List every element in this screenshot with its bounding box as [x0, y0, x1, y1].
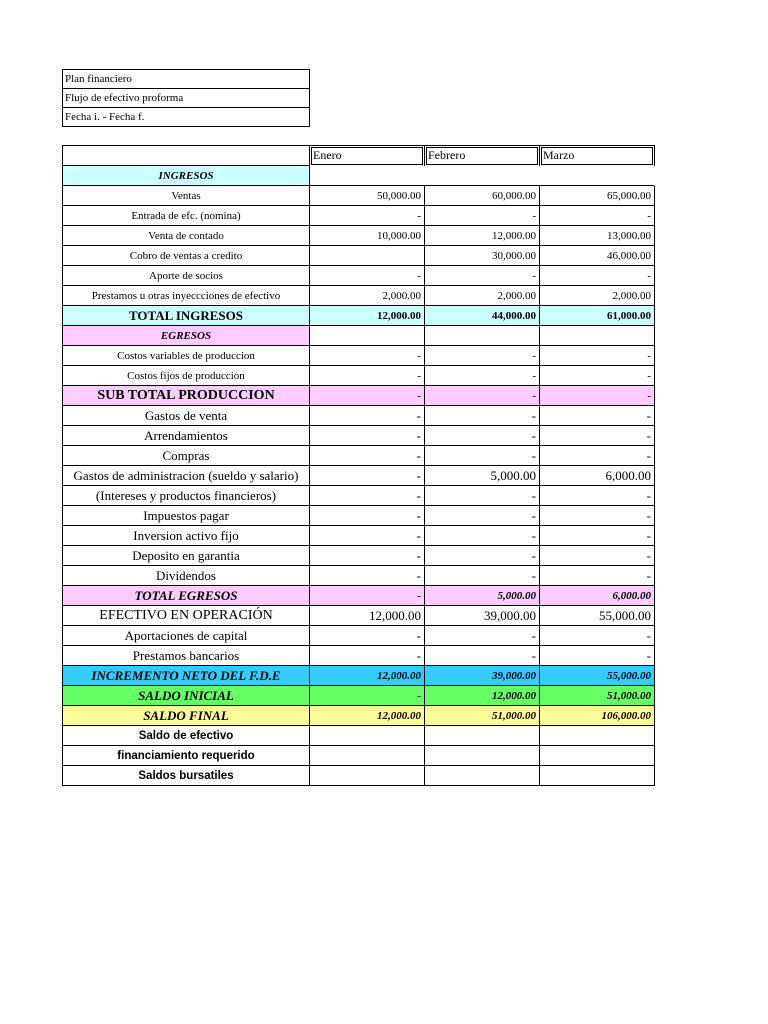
value-cell-enero[interactable]: - [310, 346, 425, 366]
row-label-aportaciones-de-capital[interactable]: Aportaciones de capital [63, 626, 310, 646]
table-row [63, 666, 655, 686]
plan-header-box [62, 69, 310, 127]
row-label-deposito-en-garantia[interactable]: Deposito en garantia [63, 546, 310, 566]
value-cell-febrero[interactable] [425, 726, 540, 746]
table-row [63, 206, 655, 226]
value-cell-enero[interactable]: - [310, 486, 425, 506]
header-line-row [63, 70, 310, 89]
value-cell-marzo[interactable]: - [540, 266, 655, 286]
value-cell-febrero[interactable]: - [425, 266, 540, 286]
row-label-intereses-y-productos-financieros[interactable]: (Intereses y productos financieros) [63, 486, 310, 506]
value-cell-febrero[interactable]: 51,000.00 [425, 706, 540, 726]
column-header-enero[interactable]: Enero [310, 146, 425, 166]
empty-cell[interactable] [425, 326, 540, 346]
table-row [63, 646, 655, 666]
column-header-row [63, 146, 655, 166]
value-cell-marzo[interactable] [540, 746, 655, 766]
row-label-financiamiento-requerido[interactable]: financiamiento requerido [63, 746, 310, 766]
value-cell-marzo[interactable]: - [540, 646, 655, 666]
table-row [63, 526, 655, 546]
value-cell-marzo[interactable]: - [540, 386, 655, 406]
value-cell-enero[interactable]: - [310, 586, 425, 606]
value-cell-marzo[interactable]: - [540, 426, 655, 446]
value-cell-marzo[interactable] [540, 766, 655, 786]
value-cell-marzo[interactable]: - [540, 346, 655, 366]
table-row [63, 326, 655, 346]
table-row [63, 546, 655, 566]
row-label-venta-de-contado[interactable]: Venta de contado [63, 226, 310, 246]
value-cell-enero[interactable]: - [310, 526, 425, 546]
table-row [63, 726, 655, 746]
table-row [63, 166, 655, 186]
table-row [63, 586, 655, 606]
value-cell-febrero[interactable]: 2,000.00 [425, 286, 540, 306]
row-label-saldo-final[interactable]: SALDO FINAL [63, 706, 310, 726]
value-cell-febrero[interactable]: - [425, 446, 540, 466]
value-cell-enero[interactable] [310, 746, 425, 766]
value-cell-marzo[interactable]: - [540, 206, 655, 226]
table-row [63, 486, 655, 506]
row-label-costos-fijos-de-produccion[interactable]: Costos fijos de produccion [63, 366, 310, 386]
value-cell-marzo[interactable]: 6,000.00 [540, 586, 655, 606]
value-cell-febrero[interactable]: - [425, 526, 540, 546]
value-cell-marzo[interactable]: 6,000.00 [540, 466, 655, 486]
value-cell-febrero[interactable]: - [425, 406, 540, 426]
value-cell-febrero[interactable]: 30,000.00 [425, 246, 540, 266]
table-row [63, 346, 655, 366]
value-cell-enero[interactable]: 12,000.00 [310, 706, 425, 726]
table-row [63, 226, 655, 246]
value-cell-febrero[interactable]: - [425, 486, 540, 506]
value-cell-enero[interactable] [310, 726, 425, 746]
value-cell-febrero[interactable]: 44,000.00 [425, 306, 540, 326]
value-cell-enero[interactable]: 12,000.00 [310, 306, 425, 326]
value-cell-marzo[interactable] [540, 726, 655, 746]
value-cell-enero[interactable]: 10,000.00 [310, 226, 425, 246]
value-cell-enero[interactable]: - [310, 446, 425, 466]
value-cell-febrero[interactable]: 12,000.00 [425, 686, 540, 706]
value-cell-marzo[interactable]: 46,000.00 [540, 246, 655, 266]
value-cell-enero[interactable]: - [310, 646, 425, 666]
value-cell-enero[interactable]: - [310, 546, 425, 566]
row-label-efectivo-en-operacion[interactable]: EFECTIVO EN OPERACIÓN [63, 606, 310, 626]
row-label-saldo-inicial[interactable]: SALDO INICIAL [63, 686, 310, 706]
value-cell-febrero[interactable]: - [425, 626, 540, 646]
value-cell-febrero[interactable]: - [425, 386, 540, 406]
value-cell-enero[interactable]: - [310, 366, 425, 386]
row-label-cobro-de-ventas-a-credito[interactable]: Cobro de ventas a credito [63, 246, 310, 266]
value-cell-marzo[interactable]: 55,000.00 [540, 666, 655, 686]
column-header-febrero[interactable]: Febrero [425, 146, 540, 166]
value-cell-marzo[interactable]: - [540, 406, 655, 426]
row-label-total-ingresos[interactable]: TOTAL INGRESOS [63, 306, 310, 326]
value-cell-febrero[interactable]: 5,000.00 [425, 586, 540, 606]
value-cell-febrero[interactable] [425, 746, 540, 766]
value-cell-febrero[interactable]: - [425, 346, 540, 366]
header-line-row [63, 89, 310, 108]
row-label-egresos[interactable]: EGRESOS [63, 326, 310, 346]
row-label-inversion-activo-fijo[interactable]: Inversion activo fijo [63, 526, 310, 546]
value-cell-enero[interactable]: - [310, 506, 425, 526]
table-row [63, 306, 655, 326]
value-cell-febrero[interactable]: 39,000.00 [425, 666, 540, 686]
value-cell-febrero[interactable]: - [425, 366, 540, 386]
value-cell-marzo[interactable]: 51,000.00 [540, 686, 655, 706]
value-cell-enero[interactable]: 12,000.00 [310, 666, 425, 686]
value-cell-febrero[interactable]: - [425, 426, 540, 446]
row-label-arrendamientos[interactable]: Arrendamientos [63, 426, 310, 446]
value-cell-marzo[interactable]: - [540, 626, 655, 646]
value-cell-enero[interactable]: - [310, 386, 425, 406]
empty-span-cell[interactable] [310, 166, 655, 186]
table-row [63, 426, 655, 446]
value-cell-marzo[interactable]: 65,000.00 [540, 186, 655, 206]
value-cell-marzo[interactable]: - [540, 446, 655, 466]
table-row [63, 466, 655, 486]
row-label-aporte-de-socios[interactable]: Aporte de socios [63, 266, 310, 286]
table-row [63, 186, 655, 206]
header-line[interactable]: Flujo de efectivo proforma [63, 89, 310, 108]
value-cell-enero[interactable]: 12,000.00 [310, 606, 425, 626]
value-cell-enero[interactable]: 2,000.00 [310, 286, 425, 306]
value-cell-febrero[interactable]: 60,000.00 [425, 186, 540, 206]
row-label-costos-variables-de-produccion[interactable]: Costos variables de produccion [63, 346, 310, 366]
value-cell-marzo[interactable]: - [540, 506, 655, 526]
table-row [63, 706, 655, 726]
value-cell-febrero[interactable]: 12,000.00 [425, 226, 540, 246]
empty-cell[interactable] [540, 326, 655, 346]
row-label-saldos-bursatiles[interactable]: Saldos bursatiles [63, 766, 310, 786]
table-row [63, 606, 655, 626]
value-cell-enero[interactable]: 50,000.00 [310, 186, 425, 206]
cash-flow-table [62, 145, 655, 786]
value-cell-enero[interactable]: - [310, 466, 425, 486]
row-label-total-egresos[interactable]: TOTAL EGRESOS [63, 586, 310, 606]
value-cell-febrero[interactable]: - [425, 566, 540, 586]
value-cell-febrero[interactable]: 5,000.00 [425, 466, 540, 486]
value-cell-enero[interactable]: - [310, 566, 425, 586]
value-cell-marzo[interactable]: - [540, 566, 655, 586]
row-label-gastos-de-venta[interactable]: Gastos de venta [63, 406, 310, 426]
value-cell-febrero[interactable]: - [425, 546, 540, 566]
row-label-ventas[interactable]: Ventas [63, 186, 310, 206]
table-row [63, 506, 655, 526]
header-line[interactable]: Fecha i. - Fecha f. [63, 108, 310, 127]
value-cell-enero[interactable]: - [310, 426, 425, 446]
table-row [63, 566, 655, 586]
value-cell-febrero[interactable] [425, 766, 540, 786]
value-cell-marzo[interactable]: 106,000.00 [540, 706, 655, 726]
value-cell-febrero[interactable]: 39,000.00 [425, 606, 540, 626]
table-row [63, 766, 655, 786]
value-cell-enero[interactable]: - [310, 406, 425, 426]
table-row [63, 746, 655, 766]
value-cell-enero[interactable]: - [310, 686, 425, 706]
table-row [63, 246, 655, 266]
row-label-impuestos-pagar[interactable]: Impuestos pagar [63, 506, 310, 526]
header-line[interactable]: Plan financiero [63, 70, 310, 89]
value-cell-marzo[interactable]: 61,000.00 [540, 306, 655, 326]
row-label-sub-total-produccion[interactable]: SUB TOTAL PRODUCCION [63, 386, 310, 406]
row-label-incremento-neto-del-f-d-e[interactable]: INCREMENTO NETO DEL F.D.E [63, 666, 310, 686]
table-row [63, 446, 655, 466]
value-cell-enero[interactable]: - [310, 206, 425, 226]
value-cell-febrero[interactable]: - [425, 506, 540, 526]
value-cell-marzo[interactable]: - [540, 546, 655, 566]
value-cell-enero[interactable]: - [310, 626, 425, 646]
table-row [63, 286, 655, 306]
row-label-dividendos[interactable]: Dividendos [63, 566, 310, 586]
value-cell-marzo[interactable]: - [540, 526, 655, 546]
value-cell-marzo[interactable]: - [540, 486, 655, 506]
row-label-entrada-de-efc-nomina[interactable]: Entrada de efc. (nomina) [63, 206, 310, 226]
table-row [63, 366, 655, 386]
value-cell-marzo[interactable]: 2,000.00 [540, 286, 655, 306]
row-label-saldo-de-efectivo[interactable]: Saldo de efectivo [63, 726, 310, 746]
column-header-marzo[interactable]: Marzo [540, 146, 655, 166]
row-label-compras[interactable]: Compras [63, 446, 310, 466]
header-line-row [63, 108, 310, 127]
table-row [63, 626, 655, 646]
row-label-ingresos[interactable]: INGRESOS [63, 166, 310, 186]
table-row [63, 686, 655, 706]
table-row [63, 266, 655, 286]
value-cell-febrero[interactable]: - [425, 646, 540, 666]
corner-cell[interactable] [63, 146, 310, 166]
value-cell-marzo[interactable]: - [540, 366, 655, 386]
value-cell-febrero[interactable]: - [425, 206, 540, 226]
empty-span-cell[interactable] [310, 326, 425, 346]
table-row [63, 386, 655, 406]
row-label-prestamos-bancarios[interactable]: Prestamos bancarios [63, 646, 310, 666]
value-cell-marzo[interactable]: 55,000.00 [540, 606, 655, 626]
value-cell-enero[interactable] [310, 246, 425, 266]
value-cell-enero[interactable] [310, 766, 425, 786]
row-label-gastos-de-administracion-sueldo-y-salario[interactable]: Gastos de administracion (sueldo y salario) [63, 466, 310, 486]
row-label-prestamos-u-otras-inyeccciones-de-efectivo[interactable]: Prestamos u otras inyeccciones de efectivo [63, 286, 310, 306]
value-cell-enero[interactable]: - [310, 266, 425, 286]
value-cell-marzo[interactable]: 13,000.00 [540, 226, 655, 246]
table-row [63, 406, 655, 426]
